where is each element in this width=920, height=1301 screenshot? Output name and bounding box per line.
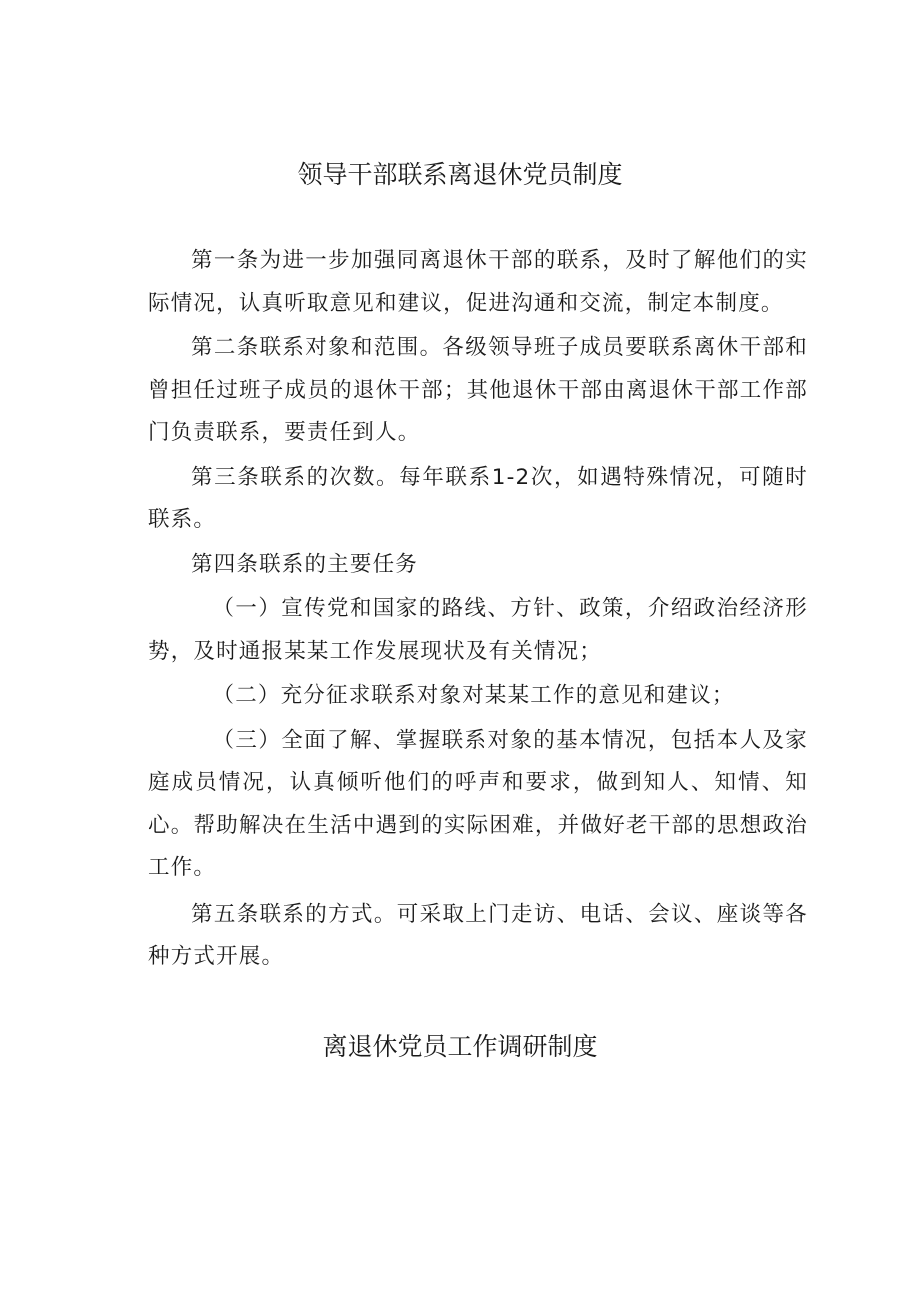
- next-section-title: 离退休党员工作调研制度: [322, 1032, 598, 1061]
- article-5-paragraph: 第五条联系的方式。可采取上门走访、电话、会议、座谈等各种方式开展。: [148, 901, 808, 969]
- task-item-1: （一）宣传党和国家的路线、方针、政策，介绍政治经济形势，及时通报某某工作发展现状及有关情况；: [148, 596, 808, 664]
- document-body: [148, 240, 808, 981]
- article-3-paragraph: 第三条联系的次数。每年联系1-2次，如遇特殊情况，可随时联系。: [148, 464, 808, 532]
- article-2-paragraph: 第二条联系对象和范围。各级领导班子成员要联系离休干部和曾担任过班子成员的退休干部；其他退休干部由离退休干部工作部门负责联系，要责任到人。: [148, 335, 808, 445]
- document-title: 领导干部联系离退休党员制度: [297, 160, 623, 189]
- article-4-heading: 第四条联系的主要任务: [191, 551, 419, 577]
- task-item-2: （二）充分征求联系对象对某某工作的意见和建议；: [212, 683, 735, 708]
- article-1-paragraph: 第一条为进一步加强同离退休干部的联系，及时了解他们的实际情况，认真听取意见和建议，促进沟通和交流，制定本制度。: [148, 248, 808, 316]
- task-item-3: （三）全面了解、掌握联系对象的基本情况，包括本人及家庭成员情况，认真倾听他们的呼声和要求，做到知人、知情、知心。帮助解决在生活中遇到的实际困难，并做好老干部的思想政治工作。: [148, 727, 808, 880]
